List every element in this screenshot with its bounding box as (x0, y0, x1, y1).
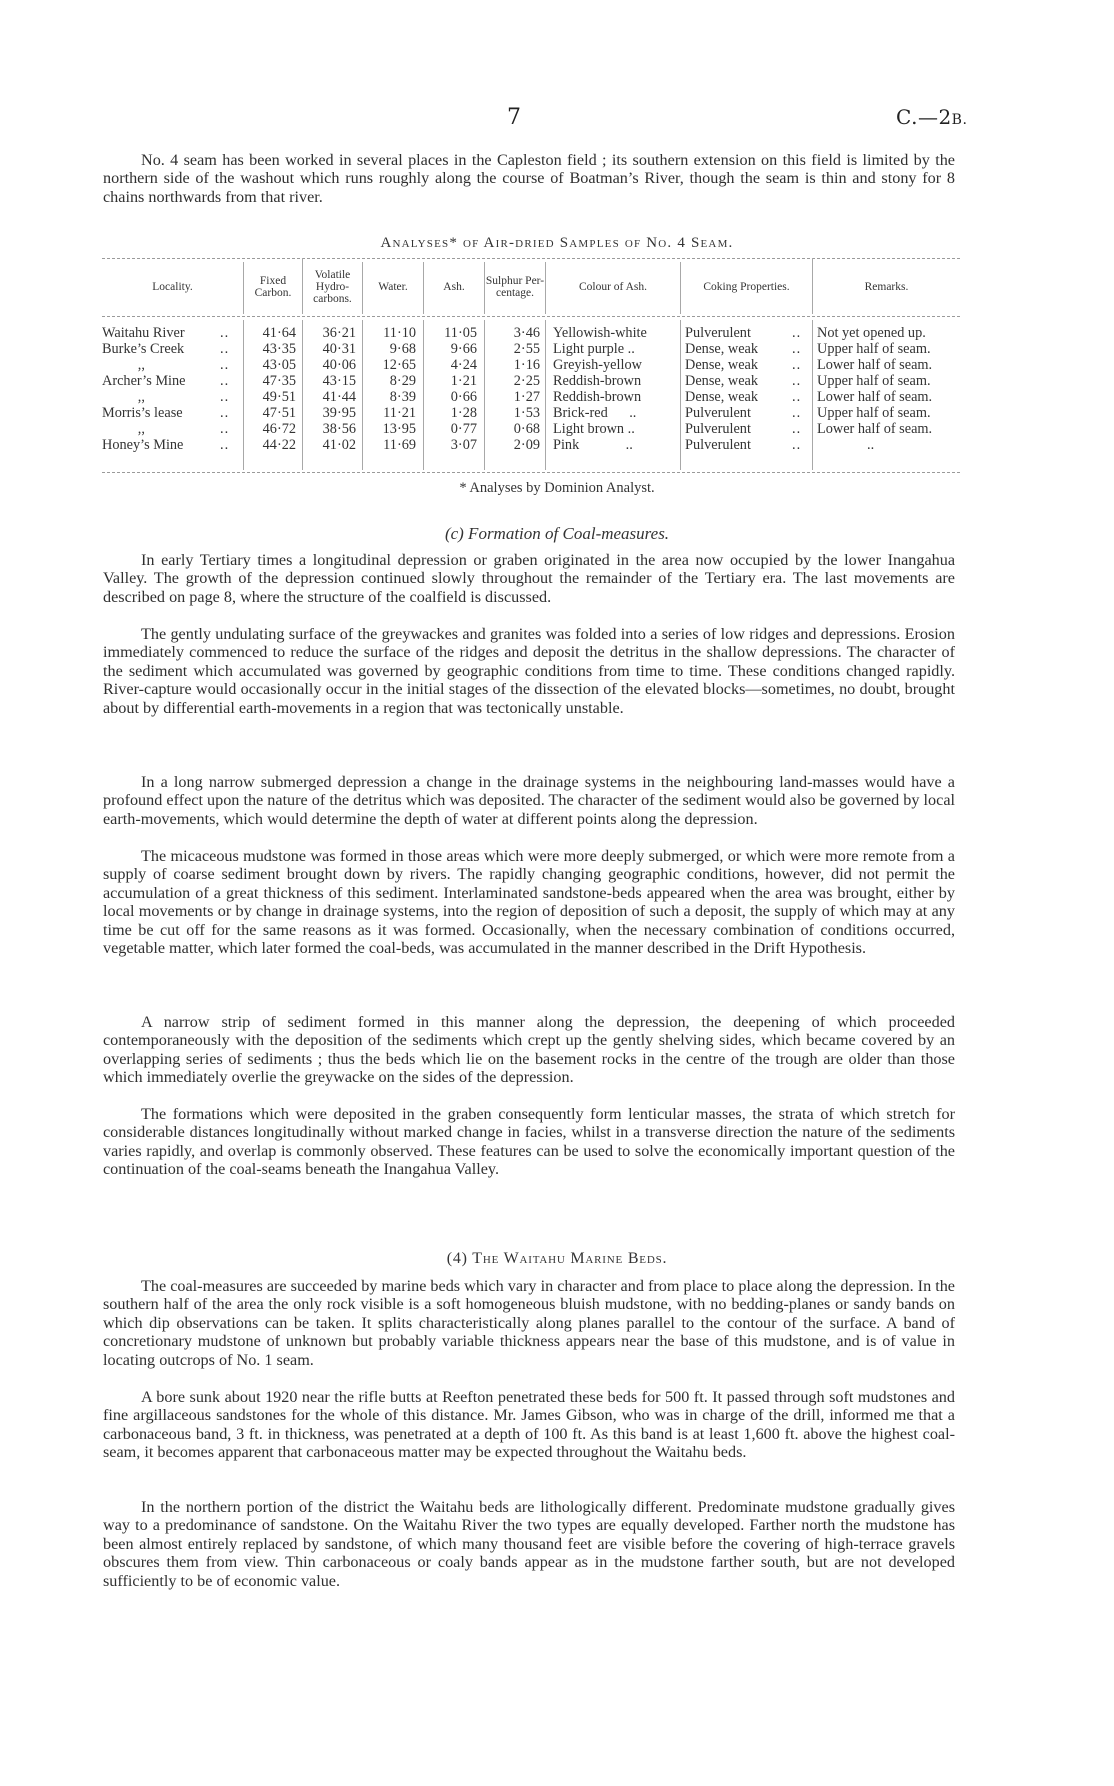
cell-remarks: Lower half of seam. (817, 389, 933, 405)
cell-colour: Pink .. (553, 437, 633, 453)
cell-coking: Pulverulent (685, 325, 751, 341)
cell-colour: Reddish-brown (553, 389, 642, 405)
cell-locality: Burke’s Creek (102, 341, 185, 357)
intro-paragraph: No. 4 seam has been worked in several places in the Capleston field ; its southern extension on this field is limited by the northern side of the washout which runs roughly along the course of Boatman’s River, though the seam is thin and stony for 8 chains northwards from that river. (103, 151, 955, 206)
cell-ash: 4·24 (450, 357, 477, 373)
cell-remarks: .. (817, 437, 875, 453)
paragraph: The gently undulating surface of the greywackes and granites was folded into a series of low ridges and depressions. Erosion immediately commenced to reduce the surface of the ridges and deposit the detritus in the shallow depressions. The character of the sediment which accumulated was governed by geographic conditions from time to time. These conditions changed rapidly. River-capture would occasionally occur in the initial stages of the dissection of the elevated blocks—sometimes, no doubt, brought about by differential earth-movements in a region that was tectonically unstable. (103, 625, 955, 717)
cell-water: 8·29 (389, 373, 416, 389)
column-header-colour-of-ash: Colour of Ash. (578, 281, 648, 293)
cell-locality-leader: .. (220, 341, 230, 357)
cell-coking-leader: .. (792, 373, 802, 389)
cell-fixed-carbon: 49·51 (262, 389, 296, 405)
cell-coking: Pulverulent (685, 437, 751, 453)
cell-locality: Archer’s Mine (102, 373, 186, 389)
paragraph: In early Tertiary times a longitudinal depression or graben originated in the area now occupied by the lower Inangahua Valley. The growth of the depression continued slowly throughout the remainder of the Tertiary era. The last movements are described on page 8, where the structure of the coalfield is discussed. (103, 551, 955, 606)
cell-ash: 1·21 (450, 373, 477, 389)
cell-ash: 11·05 (444, 325, 477, 341)
cell-coking-leader: .. (792, 421, 802, 437)
cell-locality: Waitahu River (102, 325, 185, 341)
cell-fixed-carbon: 41·64 (262, 325, 296, 341)
cell-locality-leader: .. (220, 437, 230, 453)
cell-fixed-carbon: 47·51 (262, 405, 296, 421)
cell-ash: 0·66 (450, 389, 477, 405)
cell-remarks: Not yet opened up. (817, 325, 926, 341)
cell-fixed-carbon: 44·22 (262, 437, 296, 453)
cell-volatile: 41·02 (322, 437, 356, 453)
cell-locality-leader: .. (220, 405, 230, 421)
cell-sulphur: 2·55 (513, 341, 540, 357)
cell-colour: Light brown .. (553, 421, 635, 437)
cell-volatile: 39·95 (322, 405, 356, 421)
column-header-remarks: Remarks. (864, 281, 909, 293)
cell-ash: 1·28 (450, 405, 477, 421)
column-header-coking-properties: Coking Properties. (703, 281, 790, 293)
cell-colour: Yellowish-white (553, 325, 647, 341)
column-header-volatile-hydrocarbons: Volatile Hydro- carbons. (313, 269, 352, 305)
cell-volatile: 38·56 (322, 421, 356, 437)
cell-water: 11·21 (383, 405, 416, 421)
cell-colour: Brick-red .. (553, 405, 637, 421)
cell-coking: Pulverulent (685, 421, 751, 437)
cell-locality-leader: .. (220, 421, 230, 437)
cell-locality: Morris’s lease (102, 405, 183, 421)
cell-sulphur: 3·46 (513, 325, 540, 341)
document-reference-suffix: B. (951, 112, 968, 128)
cell-coking-leader: .. (792, 405, 802, 421)
table-row (102, 405, 960, 421)
page-number: 7 (507, 105, 521, 130)
cell-volatile: 36·21 (322, 325, 356, 341)
cell-coking: Dense, weak (685, 389, 759, 405)
cell-locality-leader: .. (220, 373, 230, 389)
cell-coking-leader: .. (792, 325, 802, 341)
analyses-table (102, 258, 960, 478)
cell-sulphur: 2·09 (513, 437, 540, 453)
document-reference (896, 105, 967, 129)
paragraph: The micaceous mudstone was formed in those areas which were more deeply submerged, or which were more remote from a supply of coarse sediment brought down by rivers. The rapidly changing geographic conditions, however, did not permit the accumulation of a great thickness of this sediment. Interlaminated sandstone-beds appeared when the area was brought, either by local movements or by change in drainage systems, into the region of deposition of such a deposit, the supply of which may at any time be cut off for the same reasons as it was formed. Occasionally, when the necessary combination of conditions occurred, vegetable matter, which later formed the coal-beds, was accumulated in the manner described in the Drift Hypothesis. (103, 847, 955, 958)
cell-locality-leader: .. (220, 325, 230, 341)
cell-sulphur: 2·25 (513, 373, 540, 389)
cell-water: 12·65 (382, 357, 416, 373)
table-row (102, 357, 960, 373)
paragraph: The formations which were deposited in the graben consequently form lenticular masses, the strata of which stretch for considerable distances longitudinally without marked change in facies, whilst in a transverse direction the nature of the sediments varies rapidly, and overlap is commonly observed. These features can be used to solve the economically important question of the continuation of the coal-seams beneath the Inangahua Valley. (103, 1105, 955, 1179)
cell-coking-leader: .. (792, 341, 802, 357)
table-footnote: * Analyses by Dominion Analyst. (459, 480, 655, 496)
cell-volatile: 41·44 (322, 389, 356, 405)
document-reference-main: C.—2 (896, 105, 952, 129)
cell-coking: Dense, weak (685, 357, 759, 373)
cell-remarks: Lower half of seam. (817, 357, 933, 373)
column-header-ash: Ash. (443, 281, 465, 293)
cell-volatile: 40·31 (322, 341, 356, 357)
cell-colour: Light purple .. (553, 341, 635, 357)
table-row (102, 341, 960, 357)
cell-water: 8·39 (389, 389, 416, 405)
table-row (102, 325, 960, 341)
cell-coking: Dense, weak (685, 341, 759, 357)
paragraph: In a long narrow submerged depression a change in the drainage systems in the neighbouring land-masses would have a profound effect upon the nature of the detritus which was deposited. The character of the sediment would also be governed by local earth-movements, which would determine the depth of water at different points along the depression. (103, 773, 955, 828)
cell-coking: Pulverulent (685, 405, 751, 421)
cell-locality-ditto: ,, (102, 421, 145, 437)
table-row (102, 373, 960, 389)
cell-volatile: 43·15 (322, 373, 356, 389)
cell-coking-leader: .. (792, 389, 802, 405)
column-header-sulphur: Sulphur Per- centage. (485, 275, 545, 299)
cell-ash: 3·07 (450, 437, 477, 453)
cell-fixed-carbon: 46·72 (262, 421, 296, 437)
paragraph: The coal-measures are succeeded by marine beds which vary in character and from place to place along the depression. In the southern half of the area the only rock visible is a soft homogeneous bluish mudstone, with no bedding-planes or sandy bands on which dip observations can be taken. It splits characteristically along planes parallel to the contour of the surface. A band of concretionary mudstone of unknown but probably variable thickness appears near the base of this mudstone, and is of value in locating outcrops of No. 1 seam. (103, 1277, 955, 1369)
cell-fixed-carbon: 43·35 (262, 341, 296, 357)
cell-volatile: 40·06 (322, 357, 356, 373)
cell-coking-leader: .. (792, 357, 802, 373)
cell-ash: 9·66 (450, 341, 477, 357)
table-top-rule (102, 258, 960, 259)
cell-remarks: Upper half of seam. (817, 373, 931, 389)
cell-fixed-carbon: 47·35 (262, 373, 296, 389)
paragraph: A narrow strip of sediment formed in this manner along the depression, the deepening of which proceeded contemporaneously with the deposition of the sediments which crept up the gently shelving sides, which became covered by an overlapping series of sediments ; thus the beds which lie on the basement rocks in the centre of the trough are older than those which immediately overlie the greywacke on the sides of the depression. (103, 1013, 955, 1087)
cell-remarks: Upper half of seam. (817, 341, 931, 357)
cell-ash: 0·77 (450, 421, 477, 437)
cell-colour: Greyish-yellow (553, 357, 642, 373)
cell-coking-leader: .. (792, 437, 802, 453)
cell-coking: Dense, weak (685, 373, 759, 389)
cell-water: 13·95 (382, 421, 416, 437)
column-header-water: Water. (378, 281, 408, 293)
section-heading-waitahu-marine-beds: (4) The Waitahu Marine Beds. (446, 1250, 668, 1267)
table-row (102, 421, 960, 437)
cell-sulphur: 1·27 (513, 389, 540, 405)
paragraph: A bore sunk about 1920 near the rifle butts at Reefton penetrated these beds for 500 ft. It passed through soft mudstones and fine argillaceous sandstones for the whole of this distance. Mr. James Gibson, who was in charge of the drill, informed me that a carbonaceous band, 3 ft. in thickness, was penetrated at a depth of 100 ft. As this band is at least 1,600 ft. above the highest coal-seam, it becomes apparent that carbonaceous matter may be expected throughout the Waitahu beds. (103, 1388, 955, 1462)
cell-remarks: Upper half of seam. (817, 405, 931, 421)
cell-water: 9·68 (389, 341, 416, 357)
section-heading-formation-of-coal-measures: (c) Formation of Coal-measures. (444, 524, 670, 543)
cell-fixed-carbon: 43·05 (262, 357, 296, 373)
cell-locality-leader: .. (220, 389, 230, 405)
cell-locality: Honey’s Mine (102, 437, 184, 453)
table-caption: Analyses* of Air-dried Samples of No. 4 Seam. (380, 235, 734, 251)
table-header-rule (102, 316, 960, 317)
cell-locality-ditto: ,, (102, 357, 145, 373)
column-header-fixed-carbon: Fixed Carbon. (254, 275, 292, 299)
cell-sulphur: 1·53 (513, 405, 540, 421)
cell-sulphur: 1·16 (513, 357, 540, 373)
cell-locality-ditto: ,, (102, 389, 145, 405)
table-row (102, 389, 960, 405)
cell-water: 11·10 (383, 325, 416, 341)
cell-sulphur: 0·68 (513, 421, 540, 437)
table-bottom-rule (102, 472, 960, 473)
column-header-locality: Locality. (152, 281, 193, 293)
cell-water: 11·69 (383, 437, 416, 453)
table-row (102, 437, 960, 453)
cell-locality-leader: .. (220, 357, 230, 373)
cell-remarks: Lower half of seam. (817, 421, 933, 437)
paragraph: In the northern portion of the district the Waitahu beds are lithologically different. Predominate mudstone gradually gives way to a predominance of sandstone. On the Waitahu River the two types are equally developed. Farther north the mudstone has been almost entirely replaced by sandstone, of which many thousand feet are visible before the covering of high-terrace gravels obscures them from view. Thin carbonaceous or coaly bands appear as in the mudstone farther south, but are not developed sufficiently to be of economic value. (103, 1498, 955, 1590)
cell-colour: Reddish-brown (553, 373, 642, 389)
